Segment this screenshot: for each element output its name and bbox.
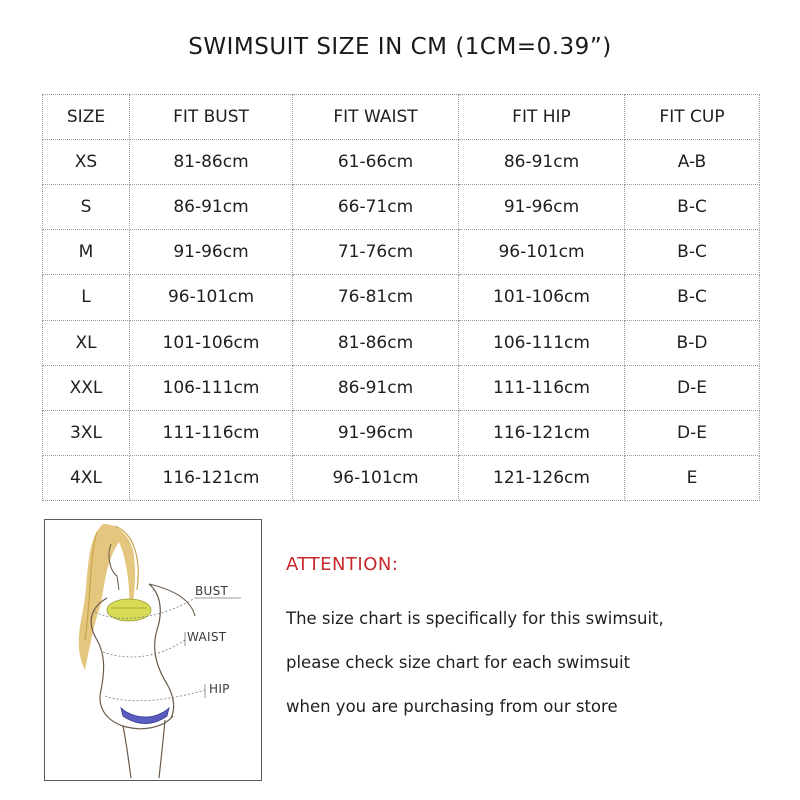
cell-hip: 116-121cm bbox=[459, 410, 625, 455]
cell-bust: 106-111cm bbox=[130, 365, 293, 410]
cell-bust: 91-96cm bbox=[130, 230, 293, 275]
header-fit-hip: FIT HIP bbox=[459, 95, 625, 140]
cell-size: S bbox=[43, 185, 130, 230]
cell-cup: D-E bbox=[625, 365, 760, 410]
body-measurement-figure bbox=[44, 519, 262, 781]
header-fit-cup: FIT CUP bbox=[625, 95, 760, 140]
cell-bust: 81-86cm bbox=[130, 140, 293, 185]
attention-text-line: when you are purchasing from our store bbox=[286, 697, 618, 716]
bikini-bottom bbox=[121, 708, 169, 724]
cell-waist: 61-66cm bbox=[293, 140, 459, 185]
cell-cup: D-E bbox=[625, 410, 760, 455]
table-row bbox=[43, 140, 760, 185]
table-row bbox=[43, 365, 760, 410]
table-row bbox=[43, 410, 760, 455]
cell-bust: 116-121cm bbox=[130, 455, 293, 500]
cell-waist: 86-91cm bbox=[293, 365, 459, 410]
hair-shape bbox=[79, 524, 135, 670]
cell-waist: 66-71cm bbox=[293, 185, 459, 230]
table-header-row bbox=[43, 95, 760, 140]
cell-hip: 111-116cm bbox=[459, 365, 625, 410]
cell-waist: 71-76cm bbox=[293, 230, 459, 275]
table-row bbox=[43, 230, 760, 275]
cell-cup: B-C bbox=[625, 275, 760, 320]
table-row bbox=[43, 320, 760, 365]
table-row bbox=[43, 275, 760, 320]
header-fit-waist: FIT WAIST bbox=[293, 95, 459, 140]
cell-hip: 121-126cm bbox=[459, 455, 625, 500]
cell-size: M bbox=[43, 230, 130, 275]
cell-cup: A-B bbox=[625, 140, 760, 185]
chart-title: SWIMSUIT SIZE IN CM (1CM=0.39”) bbox=[188, 34, 612, 60]
cell-hip: 101-106cm bbox=[459, 275, 625, 320]
cell-cup: B-C bbox=[625, 185, 760, 230]
cell-hip: 86-91cm bbox=[459, 140, 625, 185]
attention-text-line: please check size chart for each swimsuit bbox=[286, 653, 631, 672]
cell-waist: 96-101cm bbox=[293, 455, 459, 500]
table-row bbox=[43, 455, 760, 500]
cell-cup: B-C bbox=[625, 230, 760, 275]
cell-bust: 111-116cm bbox=[130, 410, 293, 455]
header-size: SIZE bbox=[43, 95, 130, 140]
cell-waist: 91-96cm bbox=[293, 410, 459, 455]
attention-text-line: The size chart is specifically for this swimsuit, bbox=[286, 609, 664, 628]
woman-illustration bbox=[45, 520, 261, 780]
hip-label: HIP bbox=[209, 682, 230, 696]
cell-size: 4XL bbox=[43, 455, 130, 500]
cell-cup: E bbox=[625, 455, 760, 500]
cell-cup: B-D bbox=[625, 320, 760, 365]
cell-size: XS bbox=[43, 140, 130, 185]
bust-label: BUST bbox=[195, 584, 229, 598]
cell-hip: 91-96cm bbox=[459, 185, 625, 230]
cell-bust: 86-91cm bbox=[130, 185, 293, 230]
cell-bust: 96-101cm bbox=[130, 275, 293, 320]
cell-size: XXL bbox=[43, 365, 130, 410]
waist-label: WAIST bbox=[187, 630, 227, 644]
size-table bbox=[42, 94, 760, 501]
cell-hip: 106-111cm bbox=[459, 320, 625, 365]
cell-hip: 96-101cm bbox=[459, 230, 625, 275]
table-row bbox=[43, 185, 760, 230]
cell-size: L bbox=[43, 275, 130, 320]
bikini-top bbox=[107, 599, 151, 621]
cell-waist: 81-86cm bbox=[293, 320, 459, 365]
cell-waist: 76-81cm bbox=[293, 275, 459, 320]
cell-size: XL bbox=[43, 320, 130, 365]
cell-bust: 101-106cm bbox=[130, 320, 293, 365]
attention-heading: ATTENTION: bbox=[286, 554, 399, 575]
header-fit-bust: FIT BUST bbox=[130, 95, 293, 140]
cell-size: 3XL bbox=[43, 410, 130, 455]
